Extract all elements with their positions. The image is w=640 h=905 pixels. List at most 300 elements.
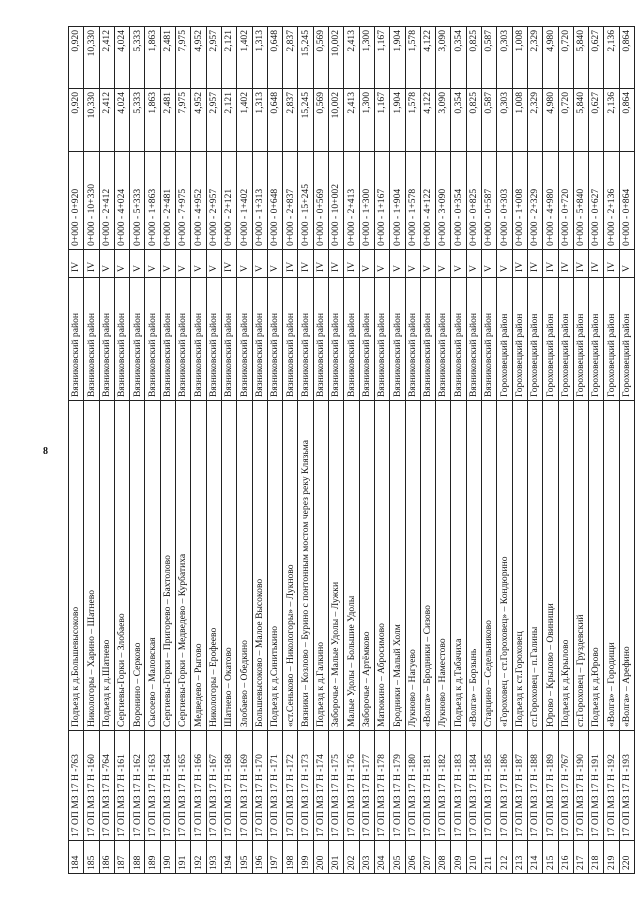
cell-length: 2,121 (221, 89, 236, 152)
cell-road-id: 17 ОП МЗ 17 Н -167 (206, 731, 221, 841)
cell-km-range: 0+000 - 2+481 (160, 152, 175, 250)
cell-number: 189 (145, 841, 160, 874)
cell-number: 188 (130, 841, 145, 874)
cell-district: Вязниковский район (114, 278, 129, 401)
table-row (160, 27, 175, 874)
cell-category: V (176, 250, 191, 278)
cell-category: V (390, 250, 405, 278)
cell-km-range: 0+000 - 3+090 (436, 152, 451, 250)
cell-road-id: 17 ОП МЗ 17 Н -185 (482, 731, 497, 841)
cell-category: V (466, 250, 481, 278)
cell-road-name: Сысоево – Маловская (145, 401, 160, 731)
cell-total-length: 0,303 (497, 27, 512, 89)
cell-length: 2,837 (283, 89, 298, 152)
cell-road-id: 17 ОП МЗ 17 Н -764 (99, 731, 114, 841)
cell-number: 192 (191, 841, 206, 874)
cell-road-name: «Волга» – Бродники – Сизово (420, 401, 435, 731)
cell-number: 186 (99, 841, 114, 874)
cell-road-id: 17 ОП МЗ 17 Н -186 (497, 731, 512, 841)
cell-road-name: Сергиевы-Горки – Медведево – Курбатиха (176, 401, 191, 731)
cell-district: Гороховецкий район (573, 278, 588, 401)
cell-road-name: Воронино – Серково (130, 401, 145, 731)
table-row (283, 27, 298, 874)
cell-km-range: 0+000 - 0+720 (558, 152, 573, 250)
cell-km-range: 0+000 - 2+121 (221, 152, 236, 250)
cell-road-name: Медведево – Рыгово (191, 401, 206, 731)
table-row (420, 27, 435, 874)
cell-km-range: 0+000 - 0+303 (497, 152, 512, 250)
cell-road-id: 17 ОП МЗ 17 Н -177 (359, 731, 374, 841)
cell-category: V (420, 250, 435, 278)
cell-number: 202 (344, 841, 359, 874)
cell-category: IV (512, 250, 527, 278)
cell-km-range: 0+000 - 0+825 (466, 152, 481, 250)
cell-district: Вязниковский район (160, 278, 175, 401)
cell-total-length: 7,975 (176, 27, 191, 89)
cell-number: 198 (283, 841, 298, 874)
cell-km-range: 0+000 - 1+008 (512, 152, 527, 250)
cell-length: 1,313 (252, 89, 267, 152)
cell-district: Вязниковский район (206, 278, 221, 401)
cell-total-length: 4,024 (114, 27, 129, 89)
cell-length: 0,825 (466, 89, 481, 152)
cell-district: Вязниковский район (390, 278, 405, 401)
cell-road-id: 17 ОП МЗ 17 Н -168 (221, 731, 236, 841)
table-row (69, 27, 84, 874)
cell-district: Вязниковский район (99, 278, 114, 401)
table-row (252, 27, 267, 874)
cell-number: 196 (252, 841, 267, 874)
cell-road-name: Подъезд к д.Синитькино (267, 401, 282, 731)
cell-district: Вязниковский район (374, 278, 389, 401)
cell-total-length: 2,957 (206, 27, 221, 89)
cell-district: Вязниковский район (191, 278, 206, 401)
cell-total-length: 2,837 (283, 27, 298, 89)
cell-district: Вязниковский район (130, 278, 145, 401)
cell-number: 219 (604, 841, 619, 874)
cell-km-range: 0+000 - 5+333 (130, 152, 145, 250)
cell-number: 200 (313, 841, 328, 874)
table-row (512, 27, 527, 874)
cell-district: Гороховецкий район (604, 278, 619, 401)
cell-number: 206 (405, 841, 420, 874)
cell-road-id: 17 ОП МЗ 17 Н -171 (267, 731, 282, 841)
cell-total-length: 5,333 (130, 27, 145, 89)
table-row (482, 27, 497, 874)
cell-road-id: 17 ОП МЗ 17 Н -183 (451, 731, 466, 841)
cell-district: Вязниковский район (466, 278, 481, 401)
cell-km-range: 0+000 - 1+402 (237, 152, 252, 250)
cell-road-name: Юрово – Крылово – Овинищи (543, 401, 558, 731)
cell-category: IV (344, 250, 359, 278)
cell-number: 194 (221, 841, 236, 874)
cell-total-length: 0,864 (619, 27, 634, 89)
cell-length: 7,975 (176, 89, 191, 152)
cell-category: V (619, 250, 634, 278)
table-row (313, 27, 328, 874)
cell-km-range: 0+000 - 1+300 (359, 152, 374, 250)
cell-total-length: 1,167 (374, 27, 389, 89)
cell-km-range: 0+000 - 10+002 (329, 152, 344, 250)
cell-km-range: 0+000 - 0+587 (482, 152, 497, 250)
cell-road-id: 17 ОП МЗ 17 Н -169 (237, 731, 252, 841)
cell-road-name: Злобаево – Обедкино (237, 401, 252, 731)
cell-km-range: 0+000 - 4+952 (191, 152, 206, 250)
cell-km-range: 0+000 - 0+569 (313, 152, 328, 250)
cell-road-id: 17 ОП МЗ 17 Н -187 (512, 731, 527, 841)
cell-number: 217 (573, 841, 588, 874)
table-row (221, 27, 236, 874)
cell-category: IV (221, 250, 236, 278)
cell-total-length: 4,980 (543, 27, 558, 89)
cell-road-id: 17 ОП МЗ 17 Н -180 (405, 731, 420, 841)
cell-number: 201 (329, 841, 344, 874)
cell-district: Гороховецкий район (497, 278, 512, 401)
cell-category: IV (573, 250, 588, 278)
cell-road-id: 17 ОП МЗ 17 Н -164 (160, 731, 175, 841)
cell-number: 204 (374, 841, 389, 874)
cell-road-id: 17 ОП МЗ 17 Н -176 (344, 731, 359, 841)
cell-road-id: 17 ОП МЗ 17 Н -178 (374, 731, 389, 841)
cell-number: 187 (114, 841, 129, 874)
cell-number: 213 (512, 841, 527, 874)
cell-road-name: Матюкино – Абросимово (374, 401, 389, 731)
cell-length: 1,008 (512, 89, 527, 152)
cell-district: Вязниковский район (69, 278, 84, 401)
cell-district: Гороховецкий район (619, 278, 634, 401)
cell-category: IV (298, 250, 313, 278)
cell-total-length: 0,587 (482, 27, 497, 89)
table-row (374, 27, 389, 874)
cell-category: V (436, 250, 451, 278)
table-row (206, 27, 221, 874)
cell-district: Вязниковский район (329, 278, 344, 401)
cell-category: V (160, 250, 175, 278)
cell-km-range: 0+000 - 4+024 (114, 152, 129, 250)
cell-category: IV (329, 250, 344, 278)
cell-road-name: Большевысоково – Малое Высоково (252, 401, 267, 731)
cell-number: 195 (237, 841, 252, 874)
cell-category: IV (527, 250, 542, 278)
table-row (267, 27, 282, 874)
cell-district: Вязниковский район (482, 278, 497, 401)
cell-category: V (99, 250, 114, 278)
table-row (344, 27, 359, 874)
cell-km-range: 0+000 - 0+354 (451, 152, 466, 250)
cell-district: Гороховецкий район (512, 278, 527, 401)
table-row (543, 27, 558, 874)
cell-district: Вязниковский район (84, 278, 99, 401)
cell-category: V (497, 250, 512, 278)
cell-road-name: Лукново – Нагуево (405, 401, 420, 731)
cell-length: 0,303 (497, 89, 512, 152)
table-row (114, 27, 129, 874)
cell-number: 190 (160, 841, 175, 874)
cell-district: Гороховецкий район (589, 278, 604, 401)
cell-road-name: «Гороховец – ст.Гороховец» – Кондюрино (497, 401, 512, 731)
cell-road-id: 17 ОП МЗ 17 Н -160 (84, 731, 99, 841)
cell-district: Гороховецкий район (558, 278, 573, 401)
rotated-table-container (68, 27, 633, 874)
cell-number: 184 (69, 841, 84, 874)
cell-road-name: Старцино – Седельниково (482, 401, 497, 731)
cell-number: 191 (176, 841, 191, 874)
cell-road-name: Подъезд к д.Табачиха (451, 401, 466, 731)
cell-km-range: 0+000 - 1+863 (145, 152, 160, 250)
cell-category: IV (604, 250, 619, 278)
cell-road-name: Заборочье – Артёмково (359, 401, 374, 731)
cell-km-range: 0+000 - 1+313 (252, 152, 267, 250)
cell-number: 209 (451, 841, 466, 874)
cell-total-length: 0,920 (69, 27, 84, 89)
cell-number: 218 (589, 841, 604, 874)
cell-km-range: 0+000 - 0+920 (69, 152, 84, 250)
cell-road-id: 17 ОП МЗ 17 Н -190 (573, 731, 588, 841)
cell-district: Вязниковский район (436, 278, 451, 401)
page-number: 8 (43, 446, 48, 457)
table-row (329, 27, 344, 874)
roads-table (68, 26, 635, 874)
cell-number: 210 (466, 841, 481, 874)
cell-km-range: 0+000 - 2+837 (283, 152, 298, 250)
cell-total-length: 2,329 (527, 27, 542, 89)
cell-length: 10,330 (84, 89, 99, 152)
cell-district: Гороховецкий район (527, 278, 542, 401)
cell-total-length: 2,481 (160, 27, 175, 89)
cell-total-length: 0,825 (466, 27, 481, 89)
cell-district: Вязниковский район (237, 278, 252, 401)
cell-road-id: 17 ОП МЗ 17 Н -193 (619, 731, 634, 841)
cell-length: 3,090 (436, 89, 451, 152)
cell-category: IV (69, 250, 84, 278)
cell-road-name: Шатнево – Окатово (221, 401, 236, 731)
table-row (99, 27, 114, 874)
cell-category: V (130, 250, 145, 278)
cell-km-range: 0+000 - 5+840 (573, 152, 588, 250)
cell-district: Вязниковский район (359, 278, 374, 401)
cell-category: V (451, 250, 466, 278)
cell-km-range: 0+000 - 7+975 (176, 152, 191, 250)
cell-total-length: 4,952 (191, 27, 206, 89)
cell-length: 0,920 (69, 89, 84, 152)
cell-number: 214 (527, 841, 542, 874)
cell-length: 1,300 (359, 89, 374, 152)
cell-road-id: 17 ОП МЗ 17 Н -192 (604, 731, 619, 841)
cell-length: 0,627 (589, 89, 604, 152)
cell-road-id: 17 ОП МЗ 17 Н -161 (114, 731, 129, 841)
cell-length: 15,245 (298, 89, 313, 152)
cell-road-id: 17 ОП МЗ 17 Н -189 (543, 731, 558, 841)
cell-road-name: Бродники – Малый Холм (390, 401, 405, 731)
cell-category: V (267, 250, 282, 278)
cell-category: IV (558, 250, 573, 278)
cell-category: IV (589, 250, 604, 278)
cell-category: IV (543, 250, 558, 278)
cell-length: 0,648 (267, 89, 282, 152)
cell-km-range: 0+000 - 4+980 (543, 152, 558, 250)
cell-km-range: 0+000 - 2+329 (527, 152, 542, 250)
cell-km-range: 0+000 - 0+627 (589, 152, 604, 250)
cell-km-range: 0+000 - 2+136 (604, 152, 619, 250)
cell-road-id: 17 ОП МЗ 17 Н -172 (283, 731, 298, 841)
cell-length: 0,864 (619, 89, 634, 152)
cell-number: 193 (206, 841, 221, 874)
cell-district: Вязниковский район (176, 278, 191, 401)
cell-total-length: 3,090 (436, 27, 451, 89)
cell-km-range: 0+000 - 4+122 (420, 152, 435, 250)
cell-length: 1,904 (390, 89, 405, 152)
cell-road-name: Подъезд к д.Галкино (313, 401, 328, 731)
cell-road-name: Подъезд к д.Юрово (589, 401, 604, 731)
cell-road-id: 17 ОП МЗ 17 Н -763 (69, 731, 84, 841)
cell-length: 0,587 (482, 89, 497, 152)
cell-number: 220 (619, 841, 634, 874)
table-row (130, 27, 145, 874)
cell-length: 2,481 (160, 89, 175, 152)
cell-length: 0,354 (451, 89, 466, 152)
cell-category: V (359, 250, 374, 278)
cell-number: 203 (359, 841, 374, 874)
cell-road-id: 17 ОП МЗ 17 Н -179 (390, 731, 405, 841)
cell-km-range: 0+000 - 2+412 (99, 152, 114, 250)
cell-road-id: 17 ОП МЗ 17 Н -188 (527, 731, 542, 841)
cell-total-length: 1,008 (512, 27, 527, 89)
table-row (497, 27, 512, 874)
cell-district: Вязниковский район (252, 278, 267, 401)
cell-road-name: Вязники – Козлово – Бурино с понтонным мостом через реку Клязьма (298, 401, 313, 731)
cell-length: 2,957 (206, 89, 221, 152)
cell-road-id: 17 ОП МЗ 17 Н -175 (329, 731, 344, 841)
cell-total-length: 0,569 (313, 27, 328, 89)
cell-number: 205 (390, 841, 405, 874)
cell-road-name: ст.Гороховец – п.Галины (527, 401, 542, 731)
cell-total-length: 2,136 (604, 27, 619, 89)
cell-length: 2,413 (344, 89, 359, 152)
cell-road-id: 17 ОП МЗ 17 Н -170 (252, 731, 267, 841)
cell-total-length: 15,245 (298, 27, 313, 89)
cell-total-length: 5,840 (573, 27, 588, 89)
cell-district: Вязниковский район (221, 278, 236, 401)
cell-road-id: 17 ОП МЗ 17 Н -767 (558, 731, 573, 841)
table-row (298, 27, 313, 874)
cell-total-length: 1,300 (359, 27, 374, 89)
cell-length: 4,122 (420, 89, 435, 152)
cell-total-length: 2,413 (344, 27, 359, 89)
cell-total-length: 2,121 (221, 27, 236, 89)
cell-road-name: «Волга» – Арефино (619, 401, 634, 731)
cell-district: Вязниковский район (344, 278, 359, 401)
cell-road-id: 17 ОП МЗ 17 Н -191 (589, 731, 604, 841)
cell-category: V (482, 250, 497, 278)
cell-km-range: 0+000 - 1+578 (405, 152, 420, 250)
table-row (527, 27, 542, 874)
cell-road-id: 17 ОП МЗ 17 Н -166 (191, 731, 206, 841)
cell-total-length: 0,648 (267, 27, 282, 89)
table-row (237, 27, 252, 874)
table-row (573, 27, 588, 874)
cell-km-range: 0+000 - 2+957 (206, 152, 221, 250)
cell-category: V (114, 250, 129, 278)
cell-road-name: Сергиевы-Горки – Пригорево – Бахтолово (160, 401, 175, 731)
table-row (558, 27, 573, 874)
cell-km-range: 0+000 - 1+167 (374, 152, 389, 250)
cell-length: 0,720 (558, 89, 573, 152)
cell-total-length: 0,627 (589, 27, 604, 89)
cell-length: 5,333 (130, 89, 145, 152)
cell-number: 212 (497, 841, 512, 874)
cell-km-range: 0+000 - 2+413 (344, 152, 359, 250)
cell-road-id: 17 ОП МЗ 17 Н -173 (298, 731, 313, 841)
cell-length: 5,840 (573, 89, 588, 152)
cell-length: 1,402 (237, 89, 252, 152)
cell-road-name: Подъезд к д.Большевысоково (69, 401, 84, 731)
table-row (390, 27, 405, 874)
table-row (405, 27, 420, 874)
cell-total-length: 4,122 (420, 27, 435, 89)
cell-category: IV (84, 250, 99, 278)
cell-total-length: 1,313 (252, 27, 267, 89)
cell-district: Вязниковский район (145, 278, 160, 401)
cell-length: 4,024 (114, 89, 129, 152)
cell-road-name: Подъезд к д.Шатнево (99, 401, 114, 731)
cell-category: V (206, 250, 221, 278)
cell-road-name: Подъезд к д.Крылово (558, 401, 573, 731)
cell-number: 208 (436, 841, 451, 874)
cell-road-name: Никологоры – Ерофеево (206, 401, 221, 731)
cell-km-range: 0+000 - 0+648 (267, 152, 282, 250)
cell-length: 1,167 (374, 89, 389, 152)
cell-length: 2,136 (604, 89, 619, 152)
cell-road-id: 17 ОП МЗ 17 Н -181 (420, 731, 435, 841)
cell-road-name: «Волга» – Городищи (604, 401, 619, 731)
cell-road-id: 17 ОП МЗ 17 Н -165 (176, 731, 191, 841)
cell-total-length: 1,402 (237, 27, 252, 89)
cell-total-length: 1,863 (145, 27, 160, 89)
cell-district: Вязниковский район (267, 278, 282, 401)
cell-total-length: 0,354 (451, 27, 466, 89)
cell-total-length: 10,330 (84, 27, 99, 89)
cell-category: V (374, 250, 389, 278)
table-row (176, 27, 191, 874)
cell-category: V (252, 250, 267, 278)
table-row (604, 27, 619, 874)
cell-category: IV (283, 250, 298, 278)
cell-length: 2,412 (99, 89, 114, 152)
cell-number: 199 (298, 841, 313, 874)
cell-number: 215 (543, 841, 558, 874)
cell-district: Вязниковский район (298, 278, 313, 401)
cell-district: Гороховецкий район (543, 278, 558, 401)
cell-road-id: 17 ОП МЗ 17 Н -174 (313, 731, 328, 841)
cell-number: 207 (420, 841, 435, 874)
cell-category: V (145, 250, 160, 278)
cell-road-name: «Волга» – Борзынь (466, 401, 481, 731)
cell-length: 0,569 (313, 89, 328, 152)
cell-district: Вязниковский район (313, 278, 328, 401)
cell-length: 4,980 (543, 89, 558, 152)
cell-number: 197 (267, 841, 282, 874)
cell-length: 4,952 (191, 89, 206, 152)
cell-district: Вязниковский район (451, 278, 466, 401)
cell-road-name: Заборочье – Малые Удолы – Лужки (329, 401, 344, 731)
cell-km-range: 0+000 - 15+245 (298, 152, 313, 250)
cell-category: V (191, 250, 206, 278)
cell-district: Вязниковский район (405, 278, 420, 401)
cell-road-name: Подъезд к ст.Гороховец (512, 401, 527, 731)
cell-total-length: 2,412 (99, 27, 114, 89)
cell-number: 216 (558, 841, 573, 874)
cell-total-length: 1,904 (390, 27, 405, 89)
